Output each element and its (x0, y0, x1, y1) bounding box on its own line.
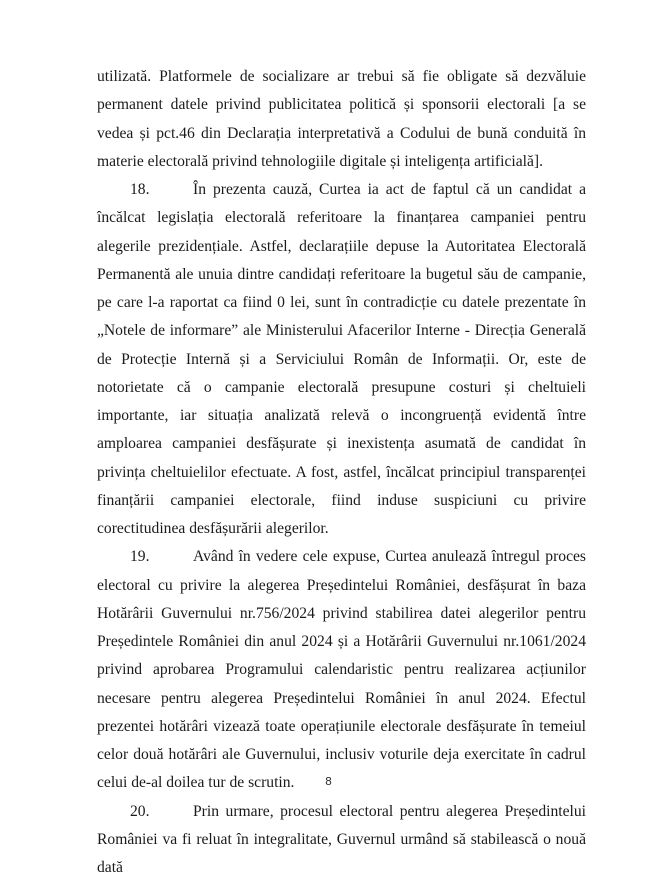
paragraph-text: Prin urmare, procesul electoral pentru alegerea Președintelui României va fi reluat în integralitate, Guvernul urmând să stabilească o nouă dată (97, 803, 586, 877)
paragraph-number: 19. (130, 543, 193, 571)
paragraph-text: În prezenta cauză, Curtea ia act de faptul că un candidat a încălcat legislația electorală referitoare la finanțarea campaniei pentru alegerile prezidențiale. Astfel, declarațiile depuse la Autoritatea Electorală Permanentă ale unuia dintre candidați referitoare la bugetul său de campanie, pe care l-a raportat ca fiind 0 lei, sunt în contradicție cu datele prezentate în „Notele de informare” ale Ministerului Afacerilor Interne - Direcția Generală de Protecție Internă și a Serviciului Român de Informații. Or, este de notorietate că o campanie electorală presupune costuri și cheltuieli importante, iar situația analizată relevă o incongruență evidentă între amploarea campaniei desfășurate și inexistența asumată de candidat în privința cheltuielilor efectuate. A fost, astfel, încălcat principiul transparenței finanțării campaniei electorale, fiind induse suspiciuni cu privire corectitudinea desfășurării alegerilor. (97, 181, 586, 537)
paragraph-number: 18. (130, 176, 193, 204)
paragraph-number: 20. (130, 798, 193, 826)
paragraph-20 (97, 798, 586, 882)
paragraph-18 (97, 176, 586, 543)
paragraph-19 (97, 543, 586, 797)
paragraph-continuation (97, 63, 586, 176)
paragraph-text: utilizată. Platformele de socializare ar trebui să fie obligate să dezvăluie permanent datele privind publicitatea politică și sponsorii electorali [a se vedea și pct.46 din Declarația interpretativă a Codului de bună conduită în materie electorală privind tehnologiile digitale și inteligența artificială]. (97, 68, 586, 170)
document-page-body (97, 63, 586, 882)
page-number: 8 (0, 775, 657, 788)
paragraph-text: Având în vedere cele expuse, Curtea anulează întregul proces electoral cu privire la alegerea Președintelui României, desfășurat în baza Hotărârii Guvernului nr.756/2024 privind stabilirea datei alegerilor pentru Președintele României din anul 2024 și a Hotărârii Guvernului nr.1061/2024 privind aprobarea Programului calendaristic pentru realizarea acțiunilor necesare pentru alegerea Președintelui României în anul 2024. Efectul prezentei hotărâri vizează toate operațiunile electorale desfășurate în temeiul celor două hotărâri ale Guvernului, inclusiv voturile deja exercitate în cadrul celui de-al doilea tur de scrutin. (97, 548, 586, 791)
